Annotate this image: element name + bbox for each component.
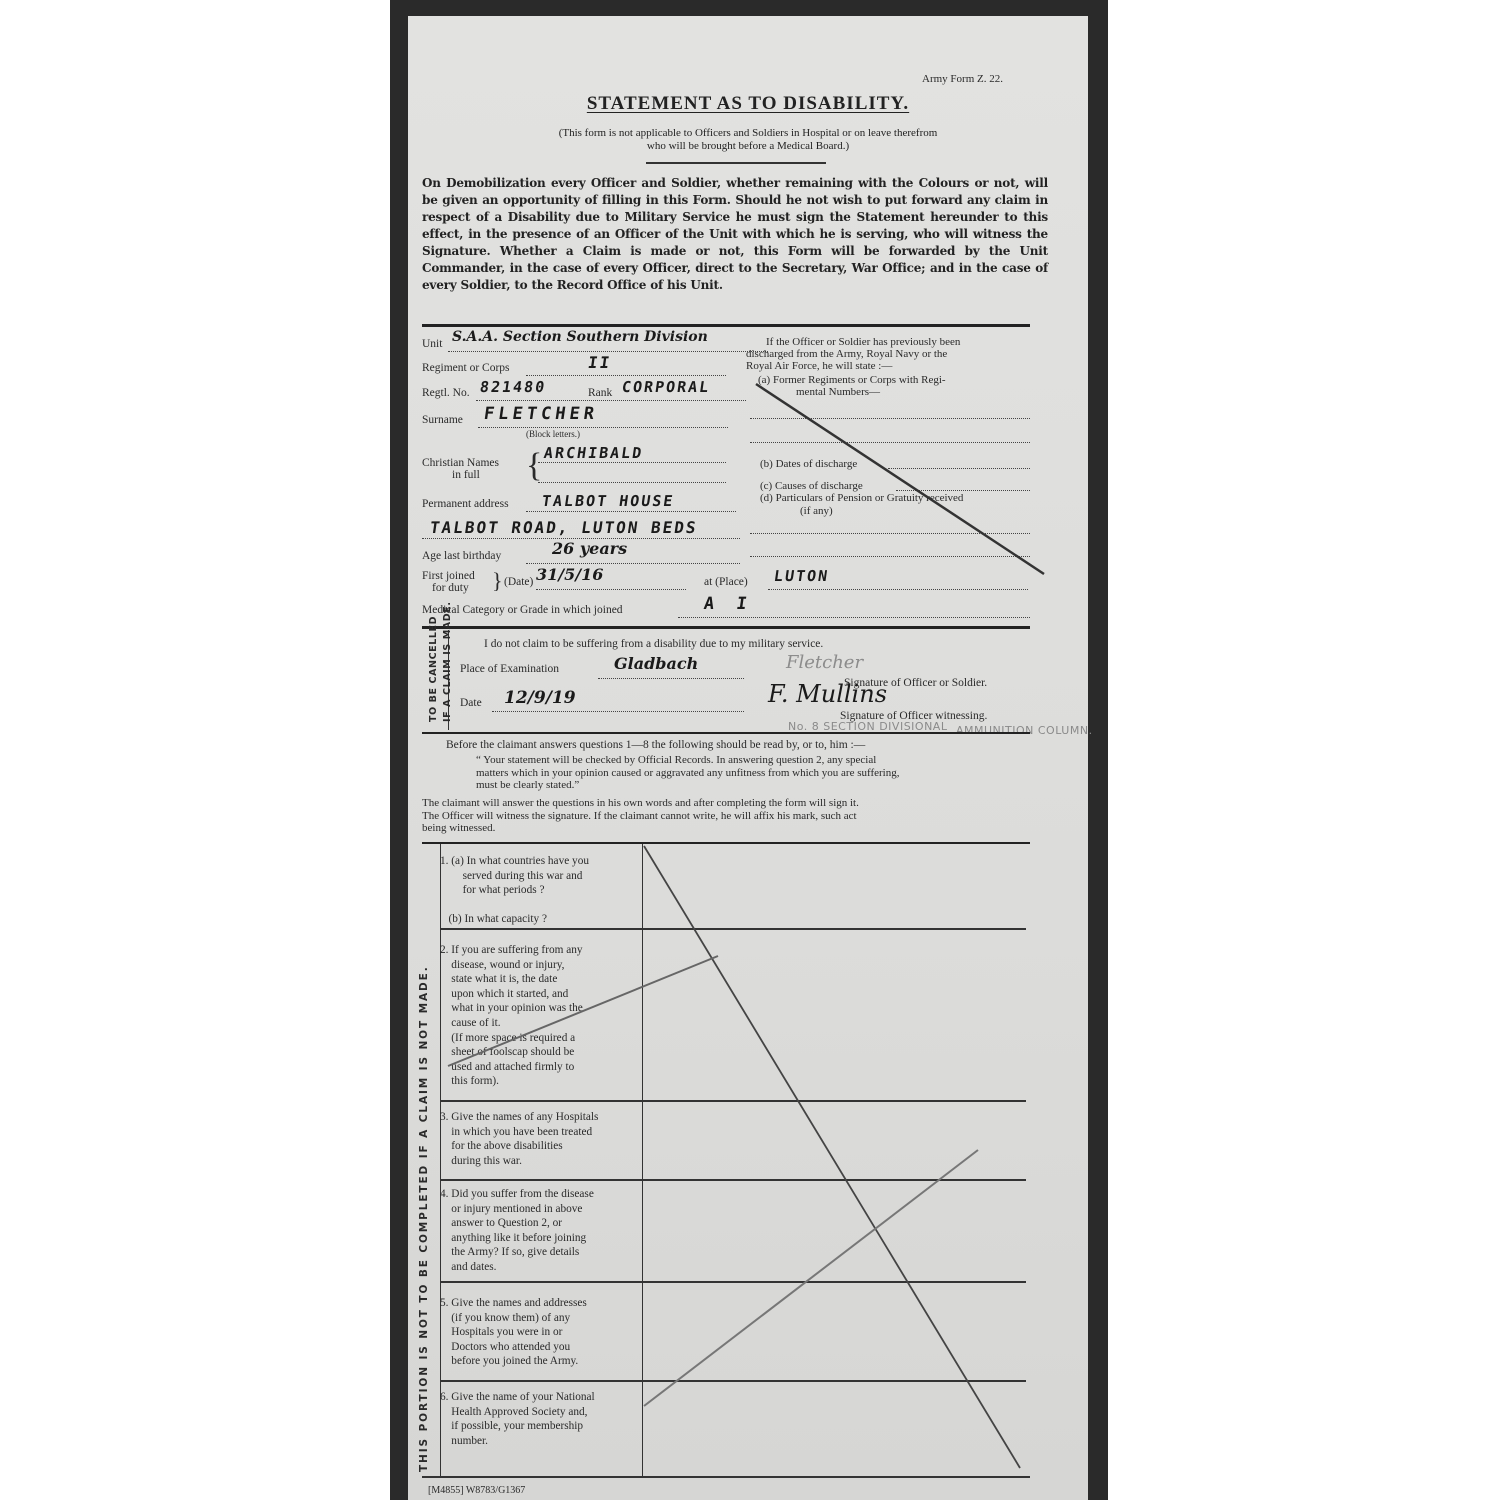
medical-value: A I (702, 594, 755, 614)
date-label: (Date) (504, 576, 534, 588)
soldier-signature: Fletcher (786, 652, 864, 673)
questions-side-label: THIS PORTION IS NOT TO BE COMPLETED IF A CLAIM IS NOT MADE. (418, 965, 430, 1472)
form-number: Army Form Z. 22. (922, 73, 1003, 85)
regiment-label: Regiment or Corps (422, 362, 510, 374)
christian-names-label-2: in full (452, 469, 480, 481)
for-duty-label: for duty (432, 582, 469, 594)
prev-a-1: (a) Former Regiments or Corps with Regi- (758, 374, 946, 386)
questions-cancel-stroke-1 (644, 846, 1020, 1468)
surname-value: FLETCHER (482, 404, 600, 424)
question-1: 1. (a) In what countries have you served during this war and for what periods ? (b) In what capacity ? (440, 855, 590, 926)
christian-names-value: ARCHIBALD (542, 444, 645, 462)
prev-b: (b) Dates of discharge (760, 458, 858, 470)
prev-d-1: (d) Particulars of Pension or Gratuity received (760, 492, 964, 504)
questions-cancel-stroke-3 (644, 1150, 978, 1406)
questions-cancel-stroke-2 (448, 956, 718, 1066)
question-5: 5. Give the names and addresses (if you know them) of any Hospitals you were in or Doctors who attended you before you joined the Army. (440, 1297, 587, 1368)
regiment-value: II (586, 353, 613, 372)
intro-paragraph: On Demobilization every Officer and Soldier, whether remaining with the Colours or not, will be given an opportunity of filling in this Form. Should he not wish to put forward any claim in respect of a Disability due to Military Service he must sign the Statement hereunder to this effect, in the presence of an Officer of the Unit with which he is serving, who will witness the Signature. Whether a Claim is made or not, this Form will be forwarded by the Unit Commander, in the case of every Officer, direct to the Secretary, War Office; and in the case of every Soldier, to the Record Office of his Unit. (422, 176, 1048, 292)
officer-signature-label: Signature of Officer witnessing. (840, 710, 988, 722)
regtl-no-label: Regtl. No. (422, 387, 470, 399)
examination-date-value: 12/9/19 (504, 688, 576, 708)
first-joined-label: First joined (422, 570, 475, 582)
address-value-2: TALBOT ROAD, LUTON BEDS (428, 518, 699, 537)
cancellation-strokes (408, 16, 1088, 1500)
prev-intro-3: Royal Air Force, he will state :— (746, 360, 893, 372)
block-letters-note: (Block letters.) (526, 429, 580, 439)
place-value: LUTON (772, 567, 831, 585)
medical-label: Medical Category or Grade in which joined (422, 604, 623, 616)
instructions-quote: “ Your statement will be checked by Official Records. In answering question 2, any special matters which in your opinion caused or aggravated any unfitness from which you are suffering, must be clearly stated.” (476, 754, 900, 791)
age-value: 26 years (552, 539, 628, 558)
footer-print-code: [M4855] W8783/G1367 (428, 1485, 526, 1496)
first-joined-brace: } (492, 568, 503, 593)
address-value-1: TALBOT HOUSE (540, 492, 676, 510)
question-2: 2. If you are suffering from any disease, wound or injury, state what it is, the date upon which it started, and what in your opinion was the cause of it. (If more space is required a sheet foolscap should be used and attached firmly to this form). (440, 944, 583, 1088)
cancel-note-1: TO BE CANCELLED (428, 615, 439, 722)
regtl-no-value: 821480 (478, 378, 548, 396)
cancel-note-2: IF A CLAIM IS MADE. (442, 601, 453, 722)
christian-names-label: Christian Names (422, 457, 499, 469)
christian-brace: { (526, 447, 543, 484)
examination-date-label: Date (460, 697, 482, 709)
unit-value: S.A.A. Section Southern Division (452, 329, 708, 345)
prev-intro-1: If the Officer or Soldier has previously been (766, 336, 961, 348)
document-page (408, 16, 1093, 1500)
question-4: 4. Did you suffer from the disease or injury mentioned in above answer to Question 2, or anything like it before joining the Army? If so, give details and dates. (440, 1188, 594, 1273)
examination-place-value: Gladbach (614, 654, 699, 673)
surname-label: Surname (422, 414, 463, 426)
first-joined-date: 31/5/16 (536, 565, 604, 584)
instructions-paragraph: The claimant will answer the questions in his own words and after completing the form will sign it. The Officer will witness the signature. If the claimant cannot write, he will affix his mark, such act being witnessed. (422, 797, 859, 834)
rank-value: CORPORAL (620, 378, 712, 396)
form-subtitle: (This form is not applicable to Officers and Soldiers in Hospital or on leave therefrom who will be brought before a Medical Board.) (558, 127, 938, 152)
age-label: Age last birthday (422, 550, 502, 562)
place-label: at (Place) (704, 576, 748, 588)
unit-stamp-2: AMMUNITION COLUMN. (956, 724, 1093, 737)
unit-stamp-1: No. 8 SECTION DIVISIONAL (788, 720, 948, 733)
examination-place-label: Place of Examination (460, 663, 559, 675)
officer-signature: F. Mullins (768, 680, 888, 708)
prev-intro-2: discharged from the Army, Royal Navy or the (746, 348, 948, 360)
question-6: 6. Give the name of your National Health Approved Society and, if possible, your membership number. (440, 1391, 595, 1447)
prev-d-2: (if any) (800, 505, 833, 517)
rank-label: Rank (588, 387, 613, 399)
unit-label: Unit (422, 338, 443, 350)
question-3: 3. Give the names of any Hospitals in which you have been treated for the above disabilities during this war. (440, 1111, 599, 1167)
address-label: Permanent address (422, 498, 509, 510)
prev-a-2: mental Numbers— (796, 386, 881, 398)
instructions-line: Before the claimant answers questions 1—8 the following should be read by, or to, him :— (446, 739, 866, 751)
no-claim-statement: I do not claim to be suffering from a disability due to my military service. (484, 638, 824, 650)
prev-c: (c) Causes of discharge (760, 480, 863, 492)
discharge-cancel-stroke (756, 384, 1044, 574)
form-title: STATEMENT AS TO DISABILITY. (586, 93, 910, 114)
soldier-signature-label: Signature of Officer or Soldier. (844, 677, 988, 689)
